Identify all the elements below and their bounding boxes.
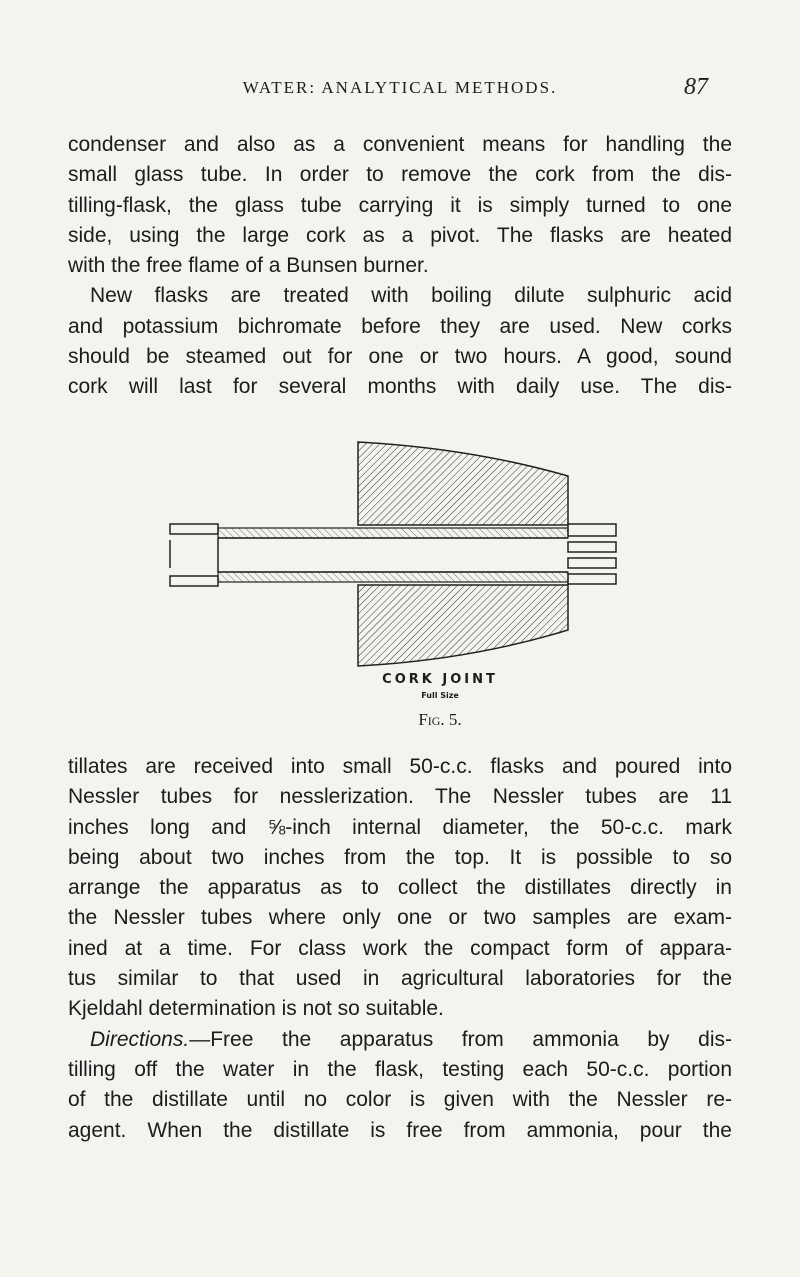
body-text-bottom	[68, 752, 732, 1146]
running-head: WATER: ANALYTICAL METHODS.	[242, 78, 558, 97]
text-line: small glass tube. In order to remove the cork from the dis-	[68, 163, 732, 187]
text-line: condenser and also as a convenient means for handling the	[68, 133, 732, 156]
tube-upper-wall	[218, 528, 568, 538]
text-line: inches long and ⅝-inch internal diameter, the 50-c.c. mark	[68, 815, 732, 839]
page-number: 87	[684, 74, 708, 100]
text-line: agent. When the distillate is free from ammonia, pour the	[68, 1118, 732, 1142]
text-line: of the distillate until no color is given with the Nessler re-	[68, 1088, 732, 1112]
text-line: Directions.—Free the apparatus from ammonia by dis-	[90, 1027, 732, 1051]
upper-cork-shape	[358, 442, 568, 525]
lower-cork-shape	[358, 585, 568, 666]
figure-subtitle: Full Size	[421, 691, 459, 700]
text-line: should be steamed out for one or two hours. A good, sound	[68, 345, 732, 369]
figure-title: CORK JOINT	[382, 672, 498, 687]
text-line: tus similar to that used in agricultural laboratories for the	[68, 967, 732, 991]
text-line: tilling-flask, the glass tube carrying it is simply turned to one	[68, 193, 732, 217]
text-line: arrange the apparatus as to collect the distillates directly in	[68, 876, 732, 900]
page-header	[0, 74, 800, 114]
cork-joint-figure	[150, 440, 650, 750]
text-line: Kjeldahl determination is not so suitable.	[68, 997, 444, 1021]
text-line: the Nessler tubes where only one or two samples are exam-	[68, 906, 732, 930]
figure-caption: Fig. 5.	[418, 710, 462, 729]
tube-lower-wall	[218, 572, 568, 582]
text-line: and potassium bichromate before they are used. New corks	[68, 314, 732, 338]
text-line: ined at a time. For class work the compact form of appara-	[68, 936, 732, 960]
text-line: tilling off the water in the flask, testing each 50-c.c. portion	[68, 1057, 732, 1081]
text-line: tillates are received into small 50-c.c. flasks and poured into	[68, 755, 732, 778]
text-line: side, using the large cork as a pivot. The flasks are heated	[68, 223, 732, 247]
cork-joint-drawing	[150, 440, 650, 670]
text-line: cork will last for several months with daily use. The dis-	[68, 375, 732, 399]
text-line: with the free flame of a Bunsen burner.	[68, 254, 429, 278]
text-line: being about two inches from the top. It is possible to so	[68, 845, 732, 869]
body-text-top	[68, 130, 732, 403]
text-line: New flasks are treated with boiling dilute sulphuric acid	[90, 284, 732, 308]
text-line: Nessler tubes for nesslerization. The Nessler tubes are 11	[68, 785, 732, 809]
directions-heading: Directions.	[90, 1027, 190, 1051]
